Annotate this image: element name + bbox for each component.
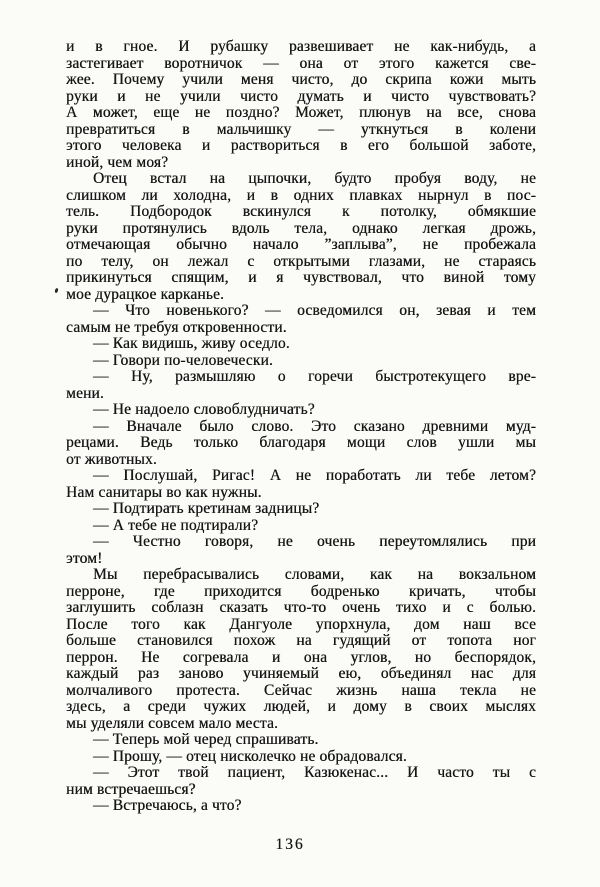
text-line: и в гное. И рубашку развешивает не как-нибудь, а — [66, 38, 536, 55]
text-line: перрон. Не согревала и она углов, но беспорядок, — [66, 648, 536, 666]
page-number: 136 — [275, 836, 305, 853]
text-line: руки протянулись вдоль тела, однако легкая дрожь, — [66, 219, 536, 237]
text-line: — Что новенького? — осведомился он, зевая и тем — [93, 302, 536, 319]
text-line: заглушить соблазн сказать что-то очень тихо и с болью. — [66, 599, 536, 616]
text-line: Отец встал на цыпочки, будто пробуя воду, не — [93, 170, 536, 187]
text-line: рецами. Ведь только благодаря мощи слов ушли мы — [66, 434, 536, 451]
text-line: жее. Почему учили меня чисто, до скрипа кожи мыть — [66, 71, 536, 88]
text-line: — Говори по-человечески. — [93, 351, 273, 369]
text-line: — Теперь мой черед спрашивать. — [93, 731, 319, 748]
text-line: здесь, а среди чужих людей, и дому в своих мыслях — [66, 698, 536, 715]
text-line: — Послушай, Ригас! А не поработать ли тебе летом? — [93, 467, 536, 484]
text-line: больше становился похож на гудящий от топота ног — [66, 632, 536, 649]
text-line: руки и не учили чисто думать и чисто чувствовать? — [66, 87, 536, 105]
text-line: по телу, он лежал с открытыми глазами, не стараясь — [66, 252, 536, 270]
text-line: слишком ли холодна, и в одних плавках нырнул в пос- — [66, 186, 536, 204]
text-line: — Подтирать кретинам задницы? — [93, 500, 320, 517]
text-line: превратиться в мальчишку — уткнуться в колени — [66, 120, 536, 138]
text-line: ним встречаешься? — [66, 780, 196, 798]
text-line: самым не требуя откровенности. — [66, 318, 287, 336]
text-line: тель. Подбородок вскинулся к потолку, обмякшие — [66, 203, 536, 220]
text-line: застегивает воротничок — она от этого кажется све- — [66, 54, 536, 72]
text-line: прикинуться спящим, и я чувствовал, что виной тому — [66, 269, 536, 286]
text-line: — Вначале было слово. Это сказано древними муд- — [93, 417, 536, 435]
text-line: от животных. — [66, 450, 157, 468]
text-line: иной, чем моя? — [66, 153, 169, 171]
text-block — [66, 39, 536, 815]
text-line: молчаливого протеста. Сейчас жизнь наша текла не — [66, 681, 536, 699]
text-line: мени. — [66, 384, 104, 402]
text-line: — Этот твой пациент, Казюкенас... И часто ты с — [93, 764, 536, 781]
text-line: мы уделяли совсем мало места. — [66, 714, 278, 732]
text-line: — Встречаюсь, а что? — [93, 797, 242, 814]
ink-speck — [54, 288, 58, 294]
text-line: После того как Дангуоле упорхнула, дом наш все — [66, 615, 536, 633]
text-line: отмечающая обычно начало ”заплыва”, не пробежала — [66, 236, 536, 253]
text-line: Нам санитары во как нужны. — [66, 483, 262, 501]
text-line: — А тебе не подтирали? — [93, 516, 259, 534]
text-line: А может, еще не поздно? Может, плюнув на все, снова — [66, 104, 536, 121]
text-line: мое дурацкое карканье. — [66, 285, 225, 303]
text-line: перроне, где приходится бодренько кричать, чтобы — [66, 582, 536, 600]
text-line: этом! — [66, 549, 103, 567]
text-line: Мы перебрасывались словами, как на вокзальном — [93, 566, 536, 583]
text-line: — Честно говоря, не очень переутомлялись при — [93, 533, 536, 550]
text-line: — Не надоело словоблудничать? — [93, 401, 315, 418]
text-line: — Ну, размышляю о горечи быстротекущего вре- — [93, 368, 536, 385]
text-line: каждый раз заново учиняемый ею, объединял нас для — [66, 665, 536, 682]
text-line: — Прошу, — отец нисколечко не обрадовался. — [93, 747, 407, 765]
text-line: — Как видишь, живу оседло. — [93, 335, 290, 352]
text-line: этого человека и раствориться в его большой заботе, — [66, 137, 536, 154]
